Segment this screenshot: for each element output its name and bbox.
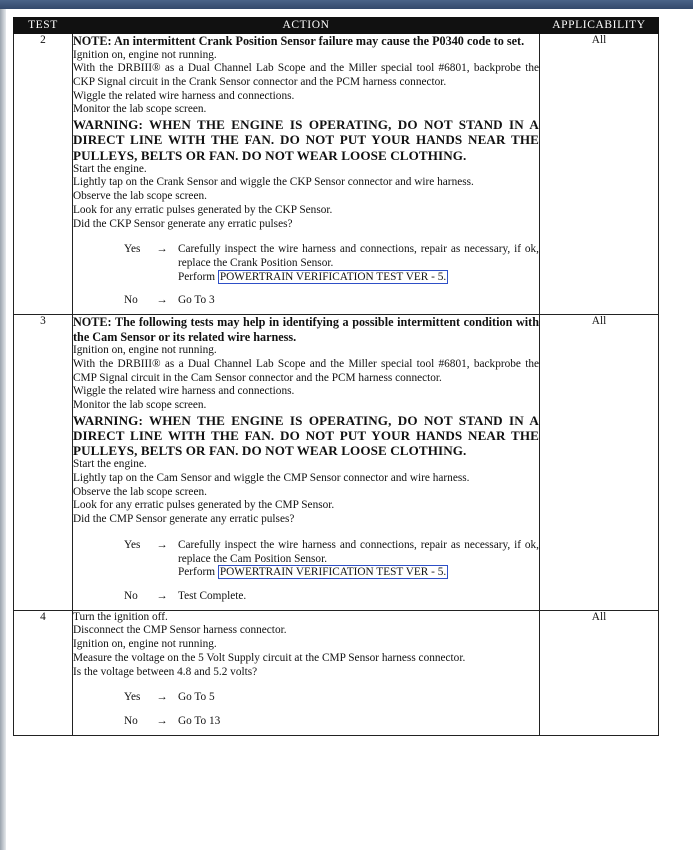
step-line: Look for any erratic pulses generated by the CMP Sensor.	[73, 499, 335, 512]
test-number: 3	[14, 315, 73, 611]
yes-text: Carefully inspect the wire harness and connections, repair as necessary, if ok, replace the Cam Position Sensor.	[178, 538, 539, 565]
step-line: Lightly tap on the Cam Sensor and wiggle the CMP Sensor connector and wire harness.	[73, 472, 470, 485]
step-line: Look for any erratic pulses generated by the CKP Sensor.	[73, 203, 333, 216]
no-text: Go To 3	[178, 294, 215, 307]
header-applicability: APPLICABILITY	[540, 18, 659, 34]
yes-label: Yes	[124, 691, 141, 704]
step-line: Observe the lab scope screen.	[73, 485, 207, 498]
step-line: Disconnect the CMP Sensor harness connector.	[73, 624, 287, 637]
yes-label: Yes	[124, 538, 141, 551]
step-line: Turn the ignition off.	[73, 610, 168, 623]
step-line: Ignition on, engine not running.	[73, 344, 217, 357]
right-arrow-icon: →	[156, 243, 168, 256]
verification-test-link[interactable]: POWERTRAIN VERIFICATION TEST VER - 5.	[219, 566, 447, 579]
note-text: NOTE: An intermittent Crank Position Sensor failure may cause the P0340 code to set.	[73, 34, 525, 48]
action-cell	[73, 34, 540, 315]
note-text: NOTE: The following tests may help in identifying a possible intermittent condition with the Cam Sensor or its related wire harness.	[73, 315, 539, 344]
yes-body	[178, 243, 539, 284]
table-row-test-2	[14, 34, 659, 315]
yes-label: Yes	[124, 243, 141, 256]
question-line: Is the voltage between 4.8 and 5.2 volts?	[73, 665, 258, 678]
applicability-value: All	[540, 610, 659, 735]
perform-label: Perform	[178, 270, 216, 283]
step-line: With the DRBIII® as a Dual Channel Lab Scope and the Miller special tool #6801, backprobe the CMP Signal circuit in the Cam Sensor connector and the PCM harness connector.	[73, 357, 539, 384]
right-arrow-icon: →	[156, 691, 168, 704]
header-action: ACTION	[73, 18, 540, 34]
no-result	[124, 715, 539, 729]
no-label: No	[124, 589, 138, 602]
step-line: Start the engine.	[73, 162, 147, 175]
yes-body	[178, 539, 539, 580]
header-test: TEST	[14, 18, 73, 34]
action-cell	[73, 610, 540, 735]
no-result	[124, 590, 539, 604]
yes-result	[124, 243, 539, 284]
action-cell	[73, 315, 540, 611]
table-row-test-4	[14, 610, 659, 735]
no-result	[124, 294, 539, 308]
step-line: Ignition on, engine not running.	[73, 638, 217, 651]
yes-result	[124, 691, 539, 705]
no-text: Test Complete.	[178, 589, 247, 602]
question-line: Did the CKP Sensor generate any erratic pulses?	[73, 217, 293, 230]
warning-text: WARNING: WHEN THE ENGINE IS OPERATING, DO NOT STAND IN A DIRECT LINE WITH THE FAN. DO NOT PUT YOUR HANDS NEAR THE PULLEYS, BELTS OR FAN. DO NOT WEAR LOOSE CLOTHING.	[73, 412, 539, 459]
window-top-bar	[0, 0, 693, 9]
step-line: Monitor the lab scope screen.	[73, 399, 207, 412]
step-line: Wiggle the related wire harness and connections.	[73, 89, 295, 102]
step-line: Observe the lab scope screen.	[73, 190, 207, 203]
table-row-test-3	[14, 315, 659, 611]
step-line: With the DRBIII® as a Dual Channel Lab Scope and the Miller special tool #6801, backprobe the CKP Signal circuit in the Crank Sensor connector and the PCM harness connector.	[73, 62, 539, 88]
diagnostic-procedure-table	[13, 17, 659, 736]
test-number: 4	[14, 610, 73, 735]
test-number: 2	[14, 34, 73, 315]
step-line: Start the engine.	[73, 458, 147, 471]
right-arrow-icon: →	[156, 538, 168, 551]
step-line: Wiggle the related wire harness and connections.	[73, 385, 295, 398]
yes-text: Carefully inspect the wire harness and connections, repair as necessary, if ok, replace the Crank Position Sensor.	[178, 243, 539, 269]
warning-text: WARNING: WHEN THE ENGINE IS OPERATING, DO NOT STAND IN A DIRECT LINE WITH THE FAN. DO NOT PUT YOUR HANDS NEAR THE PULLEYS, BELTS OR FAN. DO NOT WEAR LOOSE CLOTHING.	[73, 117, 539, 163]
no-label: No	[124, 714, 138, 727]
applicability-value: All	[540, 315, 659, 611]
right-arrow-icon: →	[156, 294, 168, 307]
step-line: Ignition on, engine not running.	[73, 48, 217, 61]
step-line: Measure the voltage on the 5 Volt Supply circuit at the CMP Sensor harness connector.	[73, 651, 466, 664]
yes-text: Go To 5	[178, 691, 215, 704]
perform-label: Perform	[178, 566, 216, 579]
step-line: Lightly tap on the Crank Sensor and wiggle the CKP Sensor connector and wire harness.	[73, 176, 474, 189]
table-header-row	[14, 18, 659, 34]
right-arrow-icon: →	[156, 589, 168, 602]
yes-result	[124, 539, 539, 580]
left-border	[0, 9, 6, 850]
no-text: Go To 13	[178, 714, 221, 727]
verification-test-link[interactable]: POWERTRAIN VERIFICATION TEST VER - 5.	[219, 270, 447, 283]
applicability-value: All	[540, 34, 659, 315]
question-line: Did the CMP Sensor generate any erratic pulses?	[73, 513, 295, 526]
step-line: Monitor the lab scope screen.	[73, 103, 207, 116]
right-arrow-icon: →	[156, 714, 168, 727]
no-label: No	[124, 294, 138, 307]
